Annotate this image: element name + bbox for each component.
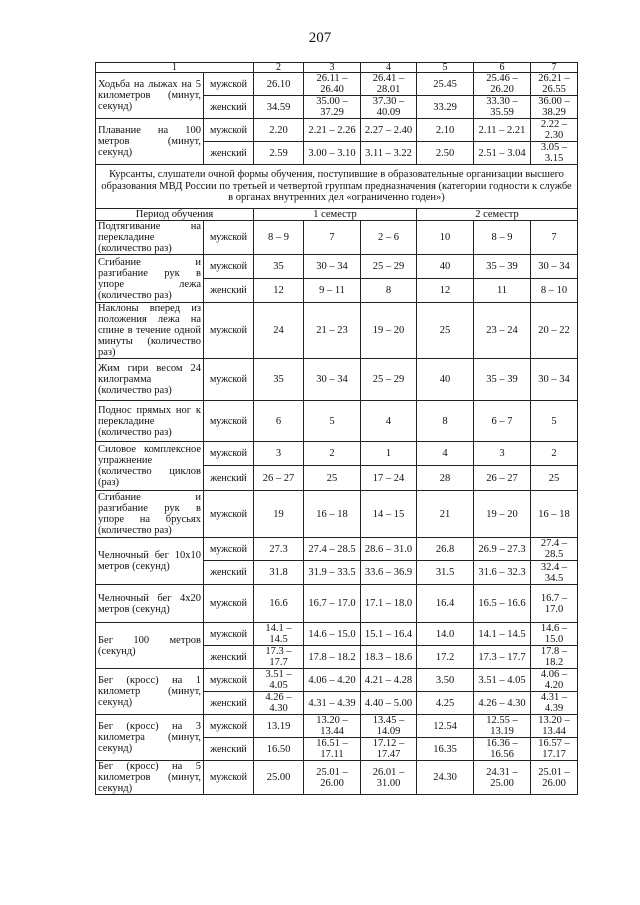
value-cell: 24.31 – 25.00 bbox=[474, 761, 531, 795]
value-cell: 14 – 15 bbox=[361, 491, 417, 538]
exercise-name: Силовое комплексное упражнение (количество циклов (раз) bbox=[96, 442, 204, 491]
value-cell: 7 bbox=[304, 221, 361, 255]
exercise-name: Челночный бег 4х20 метров (секунд) bbox=[96, 585, 204, 623]
table-row bbox=[96, 491, 578, 538]
table-row bbox=[96, 255, 578, 279]
exercise-name: Бег 100 метров (секунд) bbox=[96, 623, 204, 669]
sex-cell: женский bbox=[204, 466, 254, 491]
sex-cell: мужской bbox=[204, 359, 254, 401]
value-cell: 28 bbox=[417, 466, 474, 491]
exercise-name: Бег (кросс) на 5 километров (минут, секунд) bbox=[96, 761, 204, 795]
exercise-name: Поднос прямых ног к перекладине (количество раз) bbox=[96, 401, 204, 442]
value-cell: 16.7 – 17.0 bbox=[304, 585, 361, 623]
value-cell: 16 – 18 bbox=[304, 491, 361, 538]
table-row bbox=[96, 715, 578, 738]
value-cell: 14.6 – 15.0 bbox=[531, 623, 578, 646]
value-cell: 17.8 – 18.2 bbox=[531, 646, 578, 669]
value-cell: 14.1 – 14.5 bbox=[474, 623, 531, 646]
value-cell: 6 – 7 bbox=[474, 401, 531, 442]
value-cell: 17.3 – 17.7 bbox=[474, 646, 531, 669]
value-cell: 2 bbox=[304, 442, 361, 466]
value-cell: 6 bbox=[254, 401, 304, 442]
value-cell: 21 bbox=[417, 491, 474, 538]
value-cell: 8 – 9 bbox=[474, 221, 531, 255]
sex-cell: мужской bbox=[204, 73, 254, 96]
value-cell: 26.9 – 27.3 bbox=[474, 538, 531, 561]
value-cell: 13.19 bbox=[254, 715, 304, 738]
exercise-name: Бег (кросс) на 1 километр (минут, секунд) bbox=[96, 669, 204, 715]
page-number: 207 bbox=[308, 30, 332, 46]
section-row bbox=[96, 165, 578, 209]
value-cell: 4 bbox=[361, 401, 417, 442]
value-cell: 3.11 – 3.22 bbox=[361, 142, 417, 165]
value-cell: 2.10 bbox=[417, 119, 474, 142]
sex-cell: мужской bbox=[204, 623, 254, 646]
exercise-name: Челночный бег 10х10 метров (секунд) bbox=[96, 538, 204, 585]
sex-cell: мужской bbox=[204, 119, 254, 142]
period-label: Период обучения bbox=[96, 209, 254, 221]
value-cell: 21 – 23 bbox=[304, 303, 361, 359]
sex-cell: женский bbox=[204, 142, 254, 165]
exercise-name: Сгибание и разгибание рук в упоре лежа (количество раз) bbox=[96, 255, 204, 303]
value-cell: 8 bbox=[417, 401, 474, 442]
header-cell: 3 bbox=[304, 63, 361, 73]
sex-cell: мужской bbox=[204, 401, 254, 442]
value-cell: 16 – 18 bbox=[531, 491, 578, 538]
table-row bbox=[96, 442, 578, 466]
value-cell: 26.10 bbox=[254, 73, 304, 96]
value-cell: 32.4 – 34.5 bbox=[531, 561, 578, 585]
value-cell: 27.3 bbox=[254, 538, 304, 561]
value-cell: 14.0 bbox=[417, 623, 474, 646]
sex-cell: мужской bbox=[204, 715, 254, 738]
table-row bbox=[96, 359, 578, 401]
value-cell: 26.11 – 26.40 bbox=[304, 73, 361, 96]
value-cell: 2.59 bbox=[254, 142, 304, 165]
sex-cell: мужской bbox=[204, 761, 254, 795]
value-cell: 26 – 27 bbox=[474, 466, 531, 491]
value-cell: 24 bbox=[254, 303, 304, 359]
value-cell: 4.21 – 4.28 bbox=[361, 669, 417, 692]
value-cell: 3.51 – 4.05 bbox=[254, 669, 304, 692]
value-cell: 26.01 – 31.00 bbox=[361, 761, 417, 795]
value-cell: 33.30 – 35.59 bbox=[474, 96, 531, 119]
value-cell: 19 – 20 bbox=[474, 491, 531, 538]
value-cell: 2.27 – 2.40 bbox=[361, 119, 417, 142]
table-row bbox=[96, 538, 578, 561]
value-cell: 12.55 – 13.19 bbox=[474, 715, 531, 738]
sex-cell: мужской bbox=[204, 442, 254, 466]
value-cell: 40 bbox=[417, 255, 474, 279]
value-cell: 2 bbox=[531, 442, 578, 466]
value-cell: 2.50 bbox=[417, 142, 474, 165]
value-cell: 8 – 10 bbox=[531, 279, 578, 303]
value-cell: 16.36 – 16.56 bbox=[474, 738, 531, 761]
value-cell: 3.05 – 3.15 bbox=[531, 142, 578, 165]
value-cell: 35 bbox=[254, 359, 304, 401]
period-row bbox=[96, 209, 578, 221]
exercise-name: Наклоны вперед из положения лежа на спине в течение одной минуты (количество раз) bbox=[96, 303, 204, 359]
exercise-name: Подтягивание на перекладине (количество раз) bbox=[96, 221, 204, 255]
value-cell: 16.50 bbox=[254, 738, 304, 761]
value-cell: 2 – 6 bbox=[361, 221, 417, 255]
value-cell: 10 bbox=[417, 221, 474, 255]
value-cell: 31.8 bbox=[254, 561, 304, 585]
value-cell: 17.8 – 18.2 bbox=[304, 646, 361, 669]
value-cell: 3 bbox=[254, 442, 304, 466]
value-cell: 16.51 – 17.11 bbox=[304, 738, 361, 761]
value-cell: 26 – 27 bbox=[254, 466, 304, 491]
value-cell: 12 bbox=[417, 279, 474, 303]
value-cell: 40 bbox=[417, 359, 474, 401]
table-row bbox=[96, 623, 578, 646]
value-cell: 25 – 29 bbox=[361, 359, 417, 401]
section-title: Курсанты, слушатели очной формы обучения, поступившие в образовательные организации высшего образования МВД России по третьей и четвертой группам предназначения (категории годности к службе в органах внутренних дел «ограниченно годен») bbox=[96, 165, 578, 209]
value-cell: 31.9 – 33.5 bbox=[304, 561, 361, 585]
value-cell: 36.00 – 38.29 bbox=[531, 96, 578, 119]
value-cell: 27.4 – 28.5 bbox=[531, 538, 578, 561]
value-cell: 17.12 – 17.47 bbox=[361, 738, 417, 761]
value-cell: 4.06 – 4.20 bbox=[531, 669, 578, 692]
value-cell: 35 – 39 bbox=[474, 359, 531, 401]
header-cell: 6 bbox=[474, 63, 531, 73]
table-body bbox=[96, 63, 578, 795]
value-cell: 31.5 bbox=[417, 561, 474, 585]
value-cell: 25.00 bbox=[254, 761, 304, 795]
sex-cell: мужской bbox=[204, 255, 254, 279]
value-cell: 31.6 – 32.3 bbox=[474, 561, 531, 585]
value-cell: 19 – 20 bbox=[361, 303, 417, 359]
value-cell: 14.6 – 15.0 bbox=[304, 623, 361, 646]
value-cell: 16.35 bbox=[417, 738, 474, 761]
semester-2-label: 2 семестр bbox=[417, 209, 578, 221]
sex-cell: мужской bbox=[204, 221, 254, 255]
value-cell: 26.41 – 28.01 bbox=[361, 73, 417, 96]
value-cell: 8 bbox=[361, 279, 417, 303]
sex-cell: женский bbox=[204, 96, 254, 119]
value-cell: 35 bbox=[254, 255, 304, 279]
value-cell: 25 bbox=[304, 466, 361, 491]
standards-table bbox=[95, 62, 578, 795]
value-cell: 4.40 – 5.00 bbox=[361, 692, 417, 715]
value-cell: 17.1 – 18.0 bbox=[361, 585, 417, 623]
sex-cell: женский bbox=[204, 279, 254, 303]
exercise-name: Ходьба на лыжах на 5 километров (минут, секунд) bbox=[96, 73, 204, 119]
value-cell: 2.20 bbox=[254, 119, 304, 142]
value-cell: 14.1 – 14.5 bbox=[254, 623, 304, 646]
value-cell: 16.6 bbox=[254, 585, 304, 623]
value-cell: 26.8 bbox=[417, 538, 474, 561]
value-cell: 35 – 39 bbox=[474, 255, 531, 279]
value-cell: 30 – 34 bbox=[304, 255, 361, 279]
value-cell: 5 bbox=[304, 401, 361, 442]
value-cell: 33.6 – 36.9 bbox=[361, 561, 417, 585]
value-cell: 3 bbox=[474, 442, 531, 466]
exercise-name: Сгибание и разгибание рук в упоре на брусьях (количество раз) bbox=[96, 491, 204, 538]
header-row bbox=[96, 63, 578, 73]
value-cell: 19 bbox=[254, 491, 304, 538]
value-cell: 17.2 bbox=[417, 646, 474, 669]
value-cell: 24.30 bbox=[417, 761, 474, 795]
value-cell: 12 bbox=[254, 279, 304, 303]
value-cell: 25.46 – 26.20 bbox=[474, 73, 531, 96]
sex-cell: мужской bbox=[204, 585, 254, 623]
sex-cell: мужской bbox=[204, 669, 254, 692]
value-cell: 25 bbox=[417, 303, 474, 359]
value-cell: 13.45 – 14.09 bbox=[361, 715, 417, 738]
sex-cell: мужской bbox=[204, 538, 254, 561]
header-cell: 7 bbox=[531, 63, 578, 73]
sex-cell: женский bbox=[204, 561, 254, 585]
value-cell: 3.00 – 3.10 bbox=[304, 142, 361, 165]
value-cell: 3.50 bbox=[417, 669, 474, 692]
sex-cell: женский bbox=[204, 738, 254, 761]
value-cell: 27.4 – 28.5 bbox=[304, 538, 361, 561]
value-cell: 11 bbox=[474, 279, 531, 303]
value-cell: 3.51 – 4.05 bbox=[474, 669, 531, 692]
exercise-name: Плавание на 100 метров (минут, секунд) bbox=[96, 119, 204, 165]
sex-cell: женский bbox=[204, 692, 254, 715]
value-cell: 37.30 – 40.09 bbox=[361, 96, 417, 119]
value-cell: 25 bbox=[531, 466, 578, 491]
table-row bbox=[96, 73, 578, 96]
value-cell: 9 – 11 bbox=[304, 279, 361, 303]
value-cell: 2.51 – 3.04 bbox=[474, 142, 531, 165]
value-cell: 16.5 – 16.6 bbox=[474, 585, 531, 623]
value-cell: 15.1 – 16.4 bbox=[361, 623, 417, 646]
value-cell: 13.20 – 13.44 bbox=[531, 715, 578, 738]
value-cell: 4.31 – 4.39 bbox=[531, 692, 578, 715]
table-row bbox=[96, 221, 578, 255]
value-cell: 30 – 34 bbox=[531, 359, 578, 401]
value-cell: 4.26 – 4.30 bbox=[474, 692, 531, 715]
value-cell: 30 – 34 bbox=[531, 255, 578, 279]
value-cell: 4 bbox=[417, 442, 474, 466]
value-cell: 30 – 34 bbox=[304, 359, 361, 401]
value-cell: 28.6 – 31.0 bbox=[361, 538, 417, 561]
value-cell: 17 – 24 bbox=[361, 466, 417, 491]
value-cell: 4.06 – 4.20 bbox=[304, 669, 361, 692]
value-cell: 4.26 – 4.30 bbox=[254, 692, 304, 715]
value-cell: 2.11 – 2.21 bbox=[474, 119, 531, 142]
sex-cell: мужской bbox=[204, 303, 254, 359]
value-cell: 7 bbox=[531, 221, 578, 255]
table-row bbox=[96, 119, 578, 142]
value-cell: 35.00 – 37.29 bbox=[304, 96, 361, 119]
value-cell: 25.45 bbox=[417, 73, 474, 96]
sex-cell: женский bbox=[204, 646, 254, 669]
exercise-name: Бег (кросс) на 3 километра (минут, секунд) bbox=[96, 715, 204, 761]
value-cell: 20 – 22 bbox=[531, 303, 578, 359]
table-row bbox=[96, 303, 578, 359]
value-cell: 13.20 – 13.44 bbox=[304, 715, 361, 738]
value-cell: 26.21 – 26.55 bbox=[531, 73, 578, 96]
value-cell: 16.57 – 17.17 bbox=[531, 738, 578, 761]
value-cell: 8 – 9 bbox=[254, 221, 304, 255]
value-cell: 25.01 – 26.00 bbox=[531, 761, 578, 795]
table-row bbox=[96, 585, 578, 623]
exercise-name: Жим гири весом 24 килограмма (количество раз) bbox=[96, 359, 204, 401]
value-cell: 23 – 24 bbox=[474, 303, 531, 359]
header-cell: 4 bbox=[361, 63, 417, 73]
value-cell: 16.7 – 17.0 bbox=[531, 585, 578, 623]
value-cell: 17.3 – 17.7 bbox=[254, 646, 304, 669]
value-cell: 18.3 – 18.6 bbox=[361, 646, 417, 669]
value-cell: 25.01 – 26.00 bbox=[304, 761, 361, 795]
table-row bbox=[96, 669, 578, 692]
header-cell: 5 bbox=[417, 63, 474, 73]
value-cell: 12.54 bbox=[417, 715, 474, 738]
header-cell: 1 bbox=[96, 63, 254, 73]
value-cell: 1 bbox=[361, 442, 417, 466]
table-row bbox=[96, 761, 578, 795]
value-cell: 16.4 bbox=[417, 585, 474, 623]
value-cell: 2.22 – 2.30 bbox=[531, 119, 578, 142]
value-cell: 34.59 bbox=[254, 96, 304, 119]
value-cell: 2.21 – 2.26 bbox=[304, 119, 361, 142]
header-cell: 2 bbox=[254, 63, 304, 73]
value-cell: 33.29 bbox=[417, 96, 474, 119]
value-cell: 4.31 – 4.39 bbox=[304, 692, 361, 715]
value-cell: 4.25 bbox=[417, 692, 474, 715]
table-row bbox=[96, 401, 578, 442]
sex-cell: мужской bbox=[204, 491, 254, 538]
semester-1-label: 1 семестр bbox=[254, 209, 417, 221]
value-cell: 25 – 29 bbox=[361, 255, 417, 279]
value-cell: 5 bbox=[531, 401, 578, 442]
